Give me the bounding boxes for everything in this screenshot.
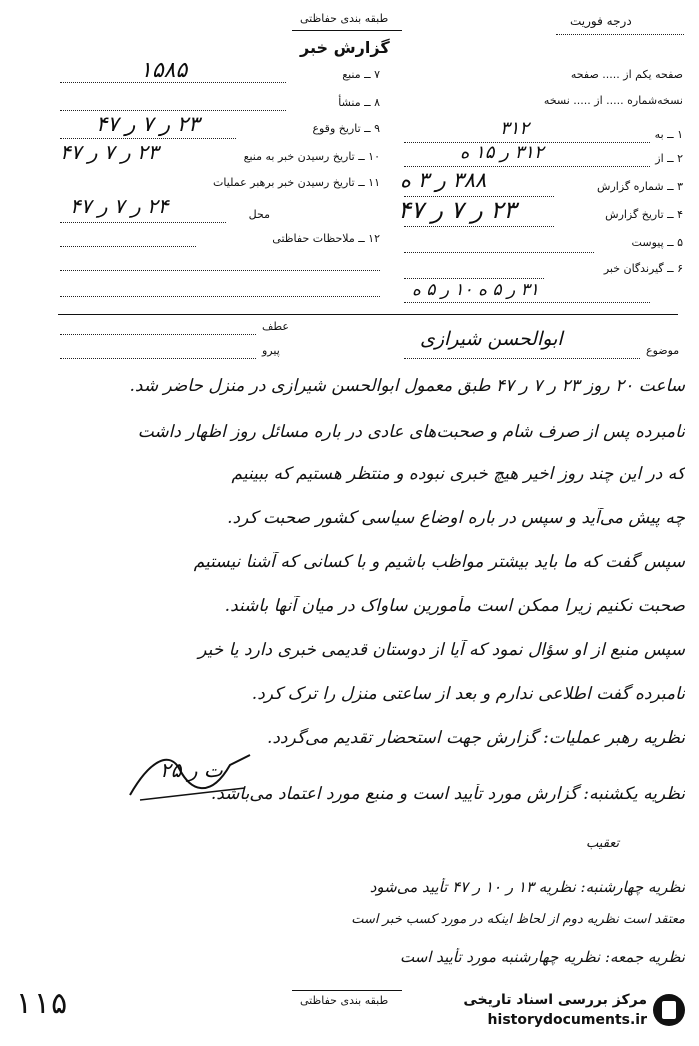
chief-opinion-1: نظریه چهارشنبه: نظریه ۱۳ ر ۱۰ ر ۴۷ تأیید می‌شود <box>369 878 685 896</box>
field-occurrence-date-value: ۲۳ ر ۷ ر ۴۷ <box>96 112 200 136</box>
title-rule <box>292 30 402 31</box>
field-security-notes-line-3 <box>60 296 380 297</box>
field-origin-label: ۸ ــ منشأ <box>338 96 380 109</box>
body-line: نظریه رهبر عملیات: گزارش جهت استحضار تقدیم می‌گردد. <box>266 728 685 748</box>
peyro-label: پیرو <box>262 344 280 357</box>
field-to-label: ۱ ــ به <box>654 128 683 141</box>
watermark-line1: مرکز بررسی اسناد تاریخی <box>463 992 647 1008</box>
atf-label: عطف <box>262 320 289 333</box>
subject-value: ابوالحسن شیرازی <box>420 328 563 350</box>
field-occurrence-date-line <box>60 138 236 139</box>
body-line: صحبت نکنیم زیرا ممکن است مأمورین ساواک در میان آنها باشند. <box>224 596 685 616</box>
field-recipients-label: ۶ ــ گیرندگان خبر <box>603 262 683 275</box>
field-origin-line <box>60 110 286 111</box>
body-line: سپس منبع از او سؤال نمود که آیا از دوستان قدیمی خبری دارد یا خیر <box>198 640 685 660</box>
body-line: نامبرده پس از صرف شام و صحبت‌های عادی در باره مسائل روز اظهار داشت <box>137 422 685 442</box>
watermark-logo <box>417 988 687 1036</box>
chief-opinion-2: معتقد است نظریه دوم از لحاظ اینکه در مورد کسب خبر است <box>351 912 685 927</box>
body-line: نامبرده گفت اطلاعی ندارم و بعد از ساعتی منزل را ترک کرد. <box>251 684 685 704</box>
chief-opinion-3: نظریه جمعه: نظریه چهارشنبه مورد تأیید است <box>400 948 685 966</box>
field-report-number-label: ۳ ــ شماره گزارش <box>597 180 683 193</box>
field-received-by-source-label: ۱۰ ــ تاریخ رسیدن خبر به منبع <box>243 150 380 163</box>
field-security-notes-label: ۱۲ ــ ملاحظات حفاظتی <box>272 232 380 245</box>
archive-logo-icon <box>653 994 685 1026</box>
body-line: چه پیش می‌آید و سپس در باره اوضاع سیاسی کشور صحبت کرد. <box>227 508 685 528</box>
margin-signature-text: ت ر ۲۵ <box>160 758 223 782</box>
field-source-line <box>60 82 286 83</box>
field-security-notes-line-2 <box>60 270 380 271</box>
document-title: گزارش خبر <box>300 38 390 57</box>
body-line: ساعت ۲۰ روز ۲۳ ر ۷ ر ۴۷ طبق معمول ابوالحسن شیرازی در منزل حاضر شد. <box>129 376 685 396</box>
field-to-value: ۳۱۲ <box>500 118 530 139</box>
priority-line <box>556 34 684 35</box>
field-security-notes-line <box>60 246 196 247</box>
field-recipients-value: ۳۱ ر ۵ ه ۱۰ ر ۵ ه <box>412 280 539 300</box>
field-from-line <box>404 166 650 167</box>
field-from-label: ۲ ــ از <box>655 152 683 165</box>
field-recipients-line-2 <box>404 302 650 303</box>
field-attachment-line <box>404 252 594 253</box>
field-source-value: ۱۵۸۵ <box>140 58 188 83</box>
atf-line <box>60 334 256 335</box>
side-note: تعقیب <box>586 836 620 851</box>
field-report-number-value: ۳۸۸ ر ۳ ه <box>400 168 487 192</box>
field-location-line <box>60 222 226 223</box>
priority-label: درجه فوریت <box>570 14 632 28</box>
copy-number-line: نسخه‌شماره ..... از ..... نسخه <box>543 94 683 107</box>
bottom-rule <box>292 990 402 991</box>
field-attachment-label: ۵ ــ پیوست <box>631 236 683 249</box>
page-count-line: صفحه یکم از ..... صفحه <box>570 68 683 81</box>
watermark-line2: historydocuments.ir <box>487 1012 647 1028</box>
field-occurrence-date-label: ۹ ــ تاریخ وقوع <box>312 122 380 135</box>
body-line: سپس گفت که ما باید بیشتر مواظب باشیم و با کسانی که آشنا نیستیم <box>193 552 685 572</box>
classification-bottom: طبقه بندی حفاظتی <box>300 994 389 1007</box>
peyro-line <box>60 358 256 359</box>
field-recipients-line <box>404 278 544 279</box>
field-source-label: ۷ ــ منبع <box>342 68 380 81</box>
header-divider <box>58 314 678 315</box>
subject-label: موضوع <box>646 344 680 357</box>
page-number: ۱۱۵ <box>14 986 69 1021</box>
field-report-date-line <box>404 226 554 227</box>
classification-top: طبقه بندی حفاظتی <box>300 12 389 25</box>
body-line: که در این چند روز اخیر هیچ خبری نبوده و منتظر هستیم که ببینیم <box>231 464 685 484</box>
field-received-by-source-value: ۲۳ ر ۷ ر ۴۷ <box>60 140 159 164</box>
field-location-label: محل <box>248 208 270 221</box>
field-report-date-label: ۴ ــ تاریخ گزارش <box>605 208 683 221</box>
subject-line <box>404 358 640 359</box>
field-received-by-operator-label: ۱۱ ــ تاریخ رسیدن خبر برهبر عملیات <box>213 176 380 189</box>
field-from-value: ۳۱۲ ر ۱۵ ه <box>460 142 544 163</box>
field-report-date-value: ۲۳ ر ۷ ر ۴۷ <box>398 196 517 224</box>
body-line: نظریه یکشنبه: گزارش مورد تأیید است و منبع مورد اعتماد می‌باشد. <box>210 784 685 804</box>
field-location-value: ۲۴ ر ۷ ر ۴۷ <box>70 194 169 218</box>
